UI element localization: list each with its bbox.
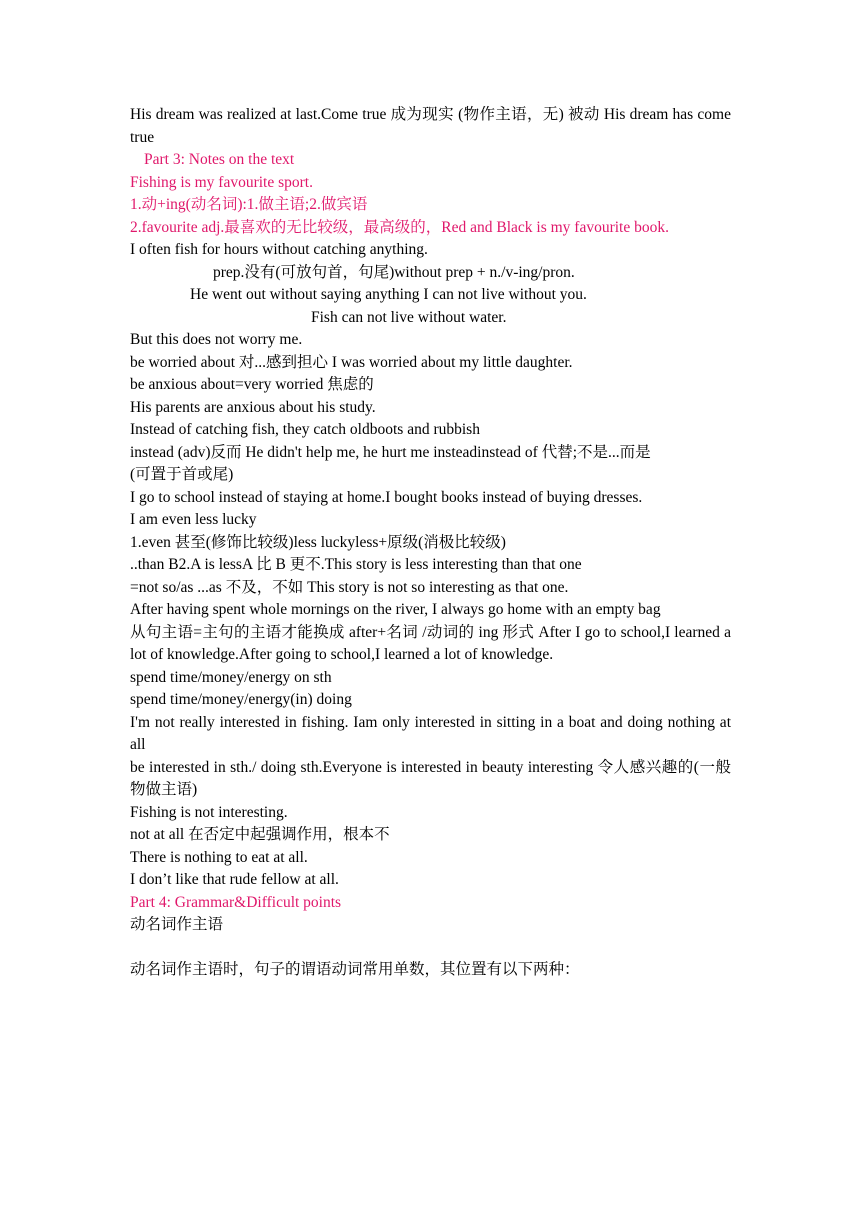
text-line: His dream was realized at last.Come true 成为现实 (物作主语，无) 被动 His dream has come true — [130, 106, 731, 146]
key-sentence: But this does not worry me. — [130, 331, 303, 348]
note-line: ..than B2.A is lessA 比 B 更不.This story is less interesting than that one — [130, 556, 582, 573]
example-line: His parents are anxious about his study. — [130, 398, 376, 416]
note-line: not at all 在否定中起强调作用，根本不 — [130, 826, 390, 843]
section-heading-part3: Part 3: Notes on the text — [144, 151, 295, 168]
note-line: (可置于首或尾) — [130, 466, 234, 483]
example-line: I go to school instead of staying at home.I bought books instead of buying dresses. — [130, 488, 643, 506]
note-line: 从句主语=主句的主语才能换成 after+名词 /动词的 ing 形式 After I go to school,I learned a lot of knowledge.After going to school,I learned a lot of knowledge. — [130, 623, 731, 663]
key-sentence: Fishing is my favourite sport. — [130, 173, 313, 191]
subheading: 动名词作主语 — [130, 916, 224, 933]
example-line: Fishing is not interesting. — [130, 803, 288, 821]
note-line: =not so/as ...as 不及，不如 This story is not so interesting as that one. — [130, 578, 569, 596]
example-line: I don’t like that rude fellow at all. — [130, 871, 339, 888]
note-line: 2.favourite adj.最喜欢的无比较级，最高级的，Red and Black is my favourite book. — [130, 218, 669, 236]
key-sentence: I often fish for hours without catching anything. — [130, 241, 428, 258]
note-line: prep.没有(可放句首，句尾)without prep + n./v-ing/pron. — [213, 263, 575, 281]
note-line: 动名词作主语时，句子的谓语动词常用单数，其位置有以下两种： — [130, 960, 580, 978]
example-line: He went out without saying anything I can not live without you. — [190, 286, 587, 303]
section-heading-part4: Part 4: Grammar&Difficult points — [130, 893, 342, 911]
key-sentence: After having spent whole mornings on the river, I always go home with an empty bag — [130, 601, 661, 618]
note-line: spend time/money/energy on sth — [130, 668, 332, 686]
note-line: be interested in sth./ doing sth.Everyone is interested in beauty interesting 令人感兴趣的(一般物做主语) — [130, 758, 731, 798]
paragraph-gap — [130, 937, 731, 959]
note-line: 1.even 甚至(修饰比较级)less luckyless+原级(消极比较级) — [130, 533, 506, 551]
document-page — [130, 104, 731, 981]
note-line: be anxious about=very worried 焦虑的 — [130, 376, 374, 393]
note-line: instead (adv)反而 He didn't help me, he hurt me insteadinstead of 代替;不是...而是 — [130, 443, 651, 461]
example-line: There is nothing to eat at all. — [130, 848, 308, 866]
key-sentence: I'm not really interested in fishing. Iam only interested in sitting in a boat and doing nothing at all — [130, 713, 731, 753]
key-sentence: Instead of catching fish, they catch oldboots and rubbish — [130, 421, 480, 438]
note-line: spend time/money/energy(in) doing — [130, 691, 352, 708]
key-sentence: I am even less lucky — [130, 511, 257, 528]
note-line: 1.动+ing(动名词):1.做主语;2.做宾语 — [130, 196, 368, 213]
example-line: Fish can not live without water. — [311, 308, 507, 326]
note-line: be worried about 对...感到担心 I was worried about my little daughter. — [130, 353, 573, 371]
